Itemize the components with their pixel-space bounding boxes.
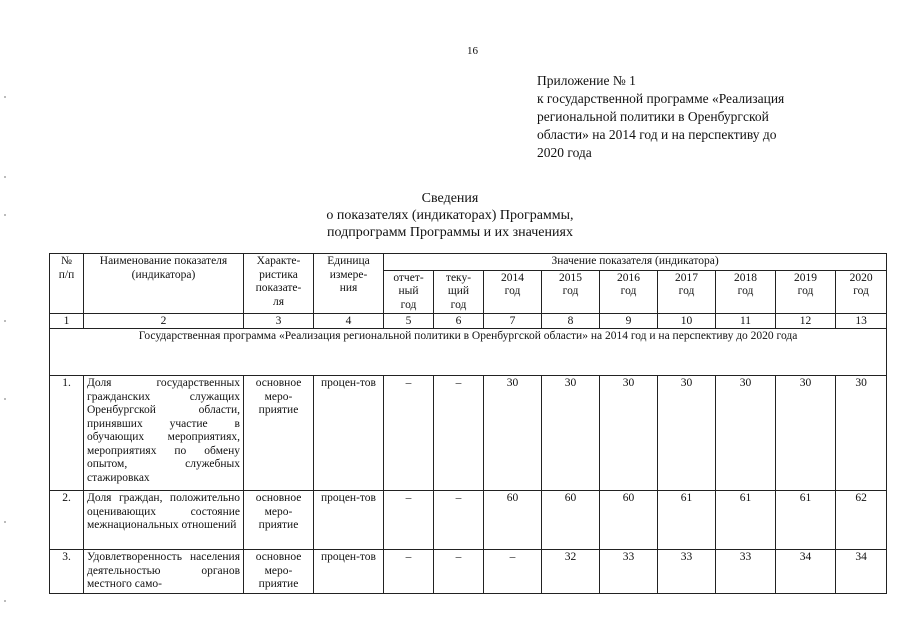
header-period: 2018 год	[716, 270, 776, 314]
column-number: 13	[836, 314, 887, 329]
column-number: 5	[384, 314, 434, 329]
header-period: 2016 год	[600, 270, 658, 314]
appendix-line: к государственной программе «Реализация	[537, 91, 785, 106]
indicator-value: 33	[600, 550, 658, 594]
indicator-value: 60	[600, 491, 658, 550]
appendix-note	[537, 72, 837, 162]
column-number: 12	[776, 314, 836, 329]
heading-subtitle: подпрограмм Программы и их значениях	[327, 225, 573, 240]
column-number: 8	[542, 314, 600, 329]
column-number: 10	[658, 314, 716, 329]
indicator-value: 30	[542, 376, 600, 491]
column-number: 4	[314, 314, 384, 329]
section-title: Государственная программа «Реализация региональной политики в Оренбургской области» на 2014 год и на перспективу до 2020 года	[50, 329, 887, 376]
appendix-line: области» на 2014 год и на перспективу до	[537, 127, 777, 142]
row-number: 3.	[50, 550, 84, 594]
section-row	[50, 329, 887, 376]
indicator-value: 61	[658, 491, 716, 550]
indicator-value: 30	[600, 376, 658, 491]
column-number: 2	[84, 314, 244, 329]
scan-margin-mark	[4, 214, 6, 216]
column-number: 3	[244, 314, 314, 329]
indicator-value: 60	[484, 491, 542, 550]
indicator-value: –	[434, 376, 484, 491]
indicator-characteristic: основное меро-приятие	[244, 376, 314, 491]
table-row	[50, 491, 887, 550]
indicator-value: 30	[484, 376, 542, 491]
indicator-value: –	[384, 376, 434, 491]
indicator-name: Доля государственных гражданских служащих Оренбургской области, принявших участие в обучающих мероприятиях, мероприятиях по обмену опытом, служебных стажировках	[84, 376, 244, 491]
indicator-characteristic: основное меро-приятие	[244, 550, 314, 594]
scan-margin-mark	[4, 96, 6, 98]
indicator-unit: процен-тов	[314, 550, 384, 594]
appendix-line: 2020 года	[537, 145, 592, 160]
header-period: отчет- ный год	[384, 270, 434, 314]
indicator-value: –	[434, 550, 484, 594]
indicator-value: –	[484, 550, 542, 594]
indicator-value: 62	[836, 491, 887, 550]
table-row	[50, 550, 887, 594]
indicator-value: 30	[776, 376, 836, 491]
indicators-table	[49, 253, 887, 594]
header-row	[50, 254, 887, 271]
indicator-value: 30	[658, 376, 716, 491]
indicator-name: Удовлетворенность населения деятельностью органов местного само-	[84, 550, 244, 594]
column-number: 6	[434, 314, 484, 329]
column-number: 7	[484, 314, 542, 329]
indicator-value: 30	[836, 376, 887, 491]
header-unit: Единица измере- ния	[314, 254, 384, 314]
header-period: 2019 год	[776, 270, 836, 314]
table-row	[50, 376, 887, 491]
scan-margin-mark	[4, 320, 6, 322]
column-number: 9	[600, 314, 658, 329]
page-number: 16	[467, 45, 478, 57]
indicator-value: 60	[542, 491, 600, 550]
scan-margin-mark	[4, 521, 6, 523]
column-number: 1	[50, 314, 84, 329]
header-num: № п/п	[50, 254, 84, 314]
scan-margin-mark	[4, 398, 6, 400]
header-period: 2014 год	[484, 270, 542, 314]
header-characteristic: Характе- ристика показате- ля	[244, 254, 314, 314]
row-number: 2.	[50, 491, 84, 550]
indicator-value: 34	[836, 550, 887, 594]
indicator-unit: процен-тов	[314, 491, 384, 550]
scan-margin-mark	[4, 600, 6, 602]
header-period: 2020 год	[836, 270, 887, 314]
header-values-group: Значение показателя (индикатора)	[384, 254, 887, 271]
indicator-value: 32	[542, 550, 600, 594]
header-period: 2015 год	[542, 270, 600, 314]
header-period: теку- щий год	[434, 270, 484, 314]
column-numbers-row	[50, 314, 887, 329]
indicator-value: 33	[658, 550, 716, 594]
appendix-line: Приложение № 1	[537, 73, 636, 88]
scan-margin-mark	[4, 176, 6, 178]
indicator-value: 33	[716, 550, 776, 594]
heading-title: Сведения	[421, 191, 479, 206]
indicator-value: 61	[716, 491, 776, 550]
document-heading	[250, 190, 650, 241]
header-name: Наименование показателя (индикатора)	[84, 254, 244, 314]
indicator-value: 30	[716, 376, 776, 491]
heading-subtitle: о показателях (индикаторах) Программы,	[326, 208, 574, 223]
indicator-unit: процен-тов	[314, 376, 384, 491]
indicator-characteristic: основное меро-приятие	[244, 491, 314, 550]
column-number: 11	[716, 314, 776, 329]
indicator-value: 61	[776, 491, 836, 550]
header-period: 2017 год	[658, 270, 716, 314]
indicator-value: –	[434, 491, 484, 550]
indicator-value: –	[384, 491, 434, 550]
appendix-line: региональной политики в Оренбургской	[537, 109, 769, 124]
indicator-value: 34	[776, 550, 836, 594]
indicator-value: –	[384, 550, 434, 594]
indicator-name: Доля граждан, положительно оценивающих состояние межнациональных отношений	[84, 491, 244, 550]
row-number: 1.	[50, 376, 84, 491]
